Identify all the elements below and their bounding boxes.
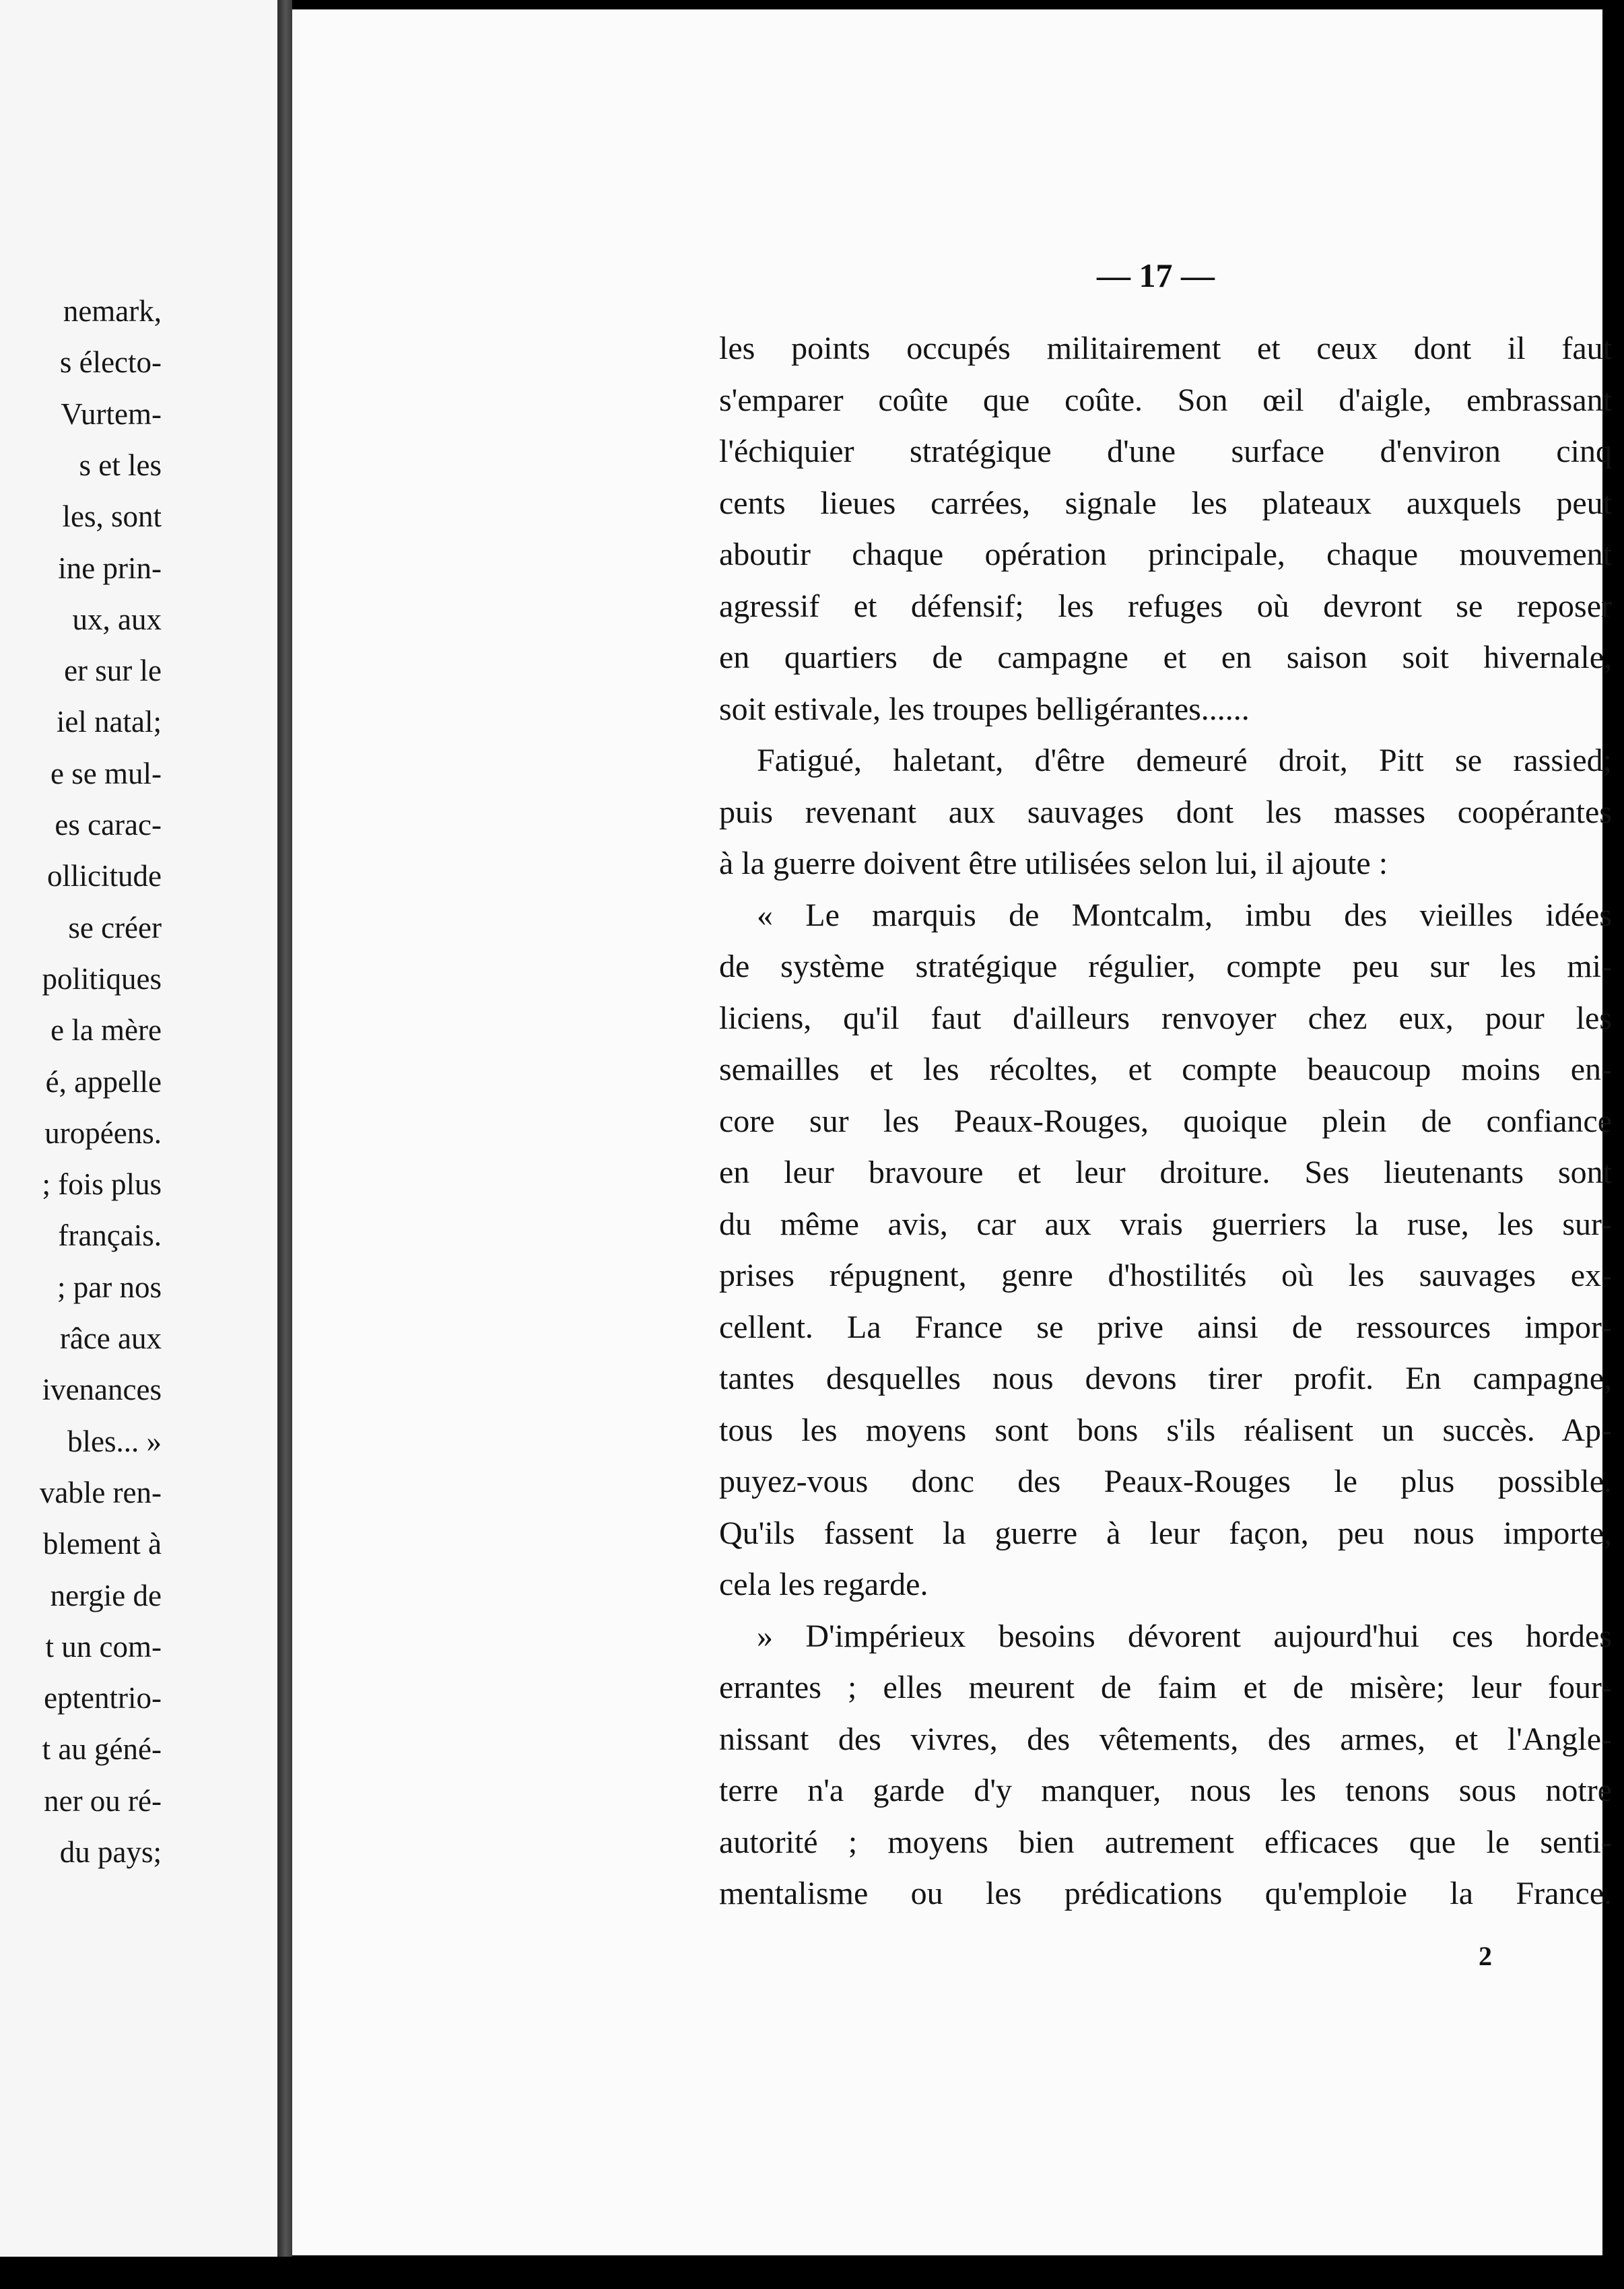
text-line: nissant des vivres, des vêtements, des armes, et l'Angle-	[719, 1721, 1612, 1757]
text-line: autorité ; moyens bien autrement efficaces que le senti-	[719, 1824, 1612, 1860]
left-page-line: é, appelle	[45, 1064, 162, 1099]
left-page-line: ine prin-	[58, 551, 162, 585]
book-gutter	[277, 0, 292, 2257]
left-page-line: eptentrio-	[44, 1681, 162, 1715]
left-page-line: ivenances	[42, 1373, 162, 1407]
text-line: les points occupés militairement et ceux dont il faut	[719, 331, 1612, 366]
left-page-line: râce aux	[59, 1322, 162, 1355]
text-line: semailles et les récoltes, et compte beaucoup moins en-	[719, 1052, 1612, 1087]
page-number: — 17 —	[1097, 257, 1215, 294]
text-line: s'emparer coûte que coûte. Son œil d'aigle, embrassant	[719, 382, 1612, 418]
text-line: prises répugnent, genre d'hostilités où les sauvages ex-	[719, 1258, 1612, 1293]
text-line: du même avis, car aux vrais guerriers la ruse, les sur-	[719, 1206, 1612, 1242]
text-line: à la guerre doivent être utilisées selon lui, il ajoute :	[719, 846, 1388, 881]
left-page-line: blement à	[42, 1527, 162, 1561]
left-page-line: les, sont	[62, 500, 162, 534]
text-line: errantes ; elles meurent de faim et de misère; leur four-	[719, 1670, 1612, 1705]
left-page-line: ; par nos	[57, 1270, 162, 1304]
left-page-line: ollicitude	[47, 859, 162, 893]
right-page	[292, 9, 1612, 2255]
text-line: aboutir chaque opération principale, chaque mouvement	[719, 537, 1612, 572]
signature-mark: 2	[1479, 1941, 1492, 1971]
text-line: soit estivale, les troupes belligérantes......	[719, 691, 1250, 727]
left-page-line: t au géné-	[42, 1732, 162, 1767]
left-page-line: nemark,	[63, 294, 162, 328]
text-line: core sur les Peaux-Rouges, quoique plein de confiance	[719, 1103, 1612, 1139]
page-body-text	[719, 323, 1612, 1920]
text-line: cents lieues carrées, signale les plateaux auxquels peut	[719, 485, 1612, 521]
left-page-line: er sur le	[64, 654, 162, 688]
text-line: en quartiers de campagne et en saison soit hivernale,	[719, 640, 1612, 675]
left-page-line: e se mul-	[50, 756, 162, 790]
left-page-line: e la mère	[50, 1013, 162, 1048]
left-page-line: ; fois plus	[42, 1167, 162, 1202]
text-line: en leur bravoure et leur droiture. Ses lieutenants sont	[719, 1155, 1612, 1190]
left-page-line: s électo-	[59, 345, 162, 380]
left-page-line: politiques	[42, 961, 162, 996]
left-page-line: ux, aux	[72, 602, 162, 636]
text-line: puyez-vous donc des Peaux-Rouges le plus possible.	[719, 1464, 1612, 1499]
left-page-line: es carac-	[55, 808, 162, 842]
text-line: cellent. La France se prive ainsi de ressources impor-	[719, 1309, 1612, 1345]
left-page-line: uropéens.	[44, 1116, 162, 1150]
left-page	[0, 0, 279, 2257]
left-page-line: Vurtem-	[61, 397, 162, 431]
text-line: terre n'a garde d'y manquer, nous les tenons sous notre	[719, 1773, 1612, 1808]
text-line: « Le marquis de Montcalm, imbu des vieilles idées	[757, 897, 1612, 933]
left-page-line: iel natal;	[56, 705, 162, 739]
text-line: liciens, qu'il faut d'ailleurs renvoyer chez eux, pour les	[719, 1000, 1612, 1036]
text-line: tantes desquelles nous devons tirer profit. En campagne,	[719, 1361, 1612, 1396]
left-page-line: bles... »	[67, 1424, 162, 1458]
text-line: Qu'ils fassent la guerre à leur façon, peu nous importe,	[719, 1515, 1612, 1551]
left-page-line: s et les	[79, 448, 162, 482]
left-page-line: français.	[58, 1219, 162, 1253]
text-line: puis revenant aux sauvages dont les masses coopérantes	[719, 794, 1612, 830]
text-line: tous les moyens sont bons s'ils réalisent un succès. Ap-	[719, 1412, 1612, 1448]
left-page-line: ner ou ré-	[44, 1783, 162, 1818]
left-page-line: nergie de	[50, 1578, 162, 1612]
left-page-line: du pays;	[59, 1835, 162, 1869]
text-line: Fatigué, haletant, d'être demeuré droit, Pitt se rassied;	[757, 743, 1612, 778]
text-line: » D'impérieux besoins dévorent aujourd'hui ces hordes	[757, 1618, 1612, 1654]
text-line: mentalisme ou les prédications qu'emploie la France.	[719, 1876, 1612, 1911]
left-page-line: vable ren-	[39, 1475, 162, 1509]
text-line: de système stratégique régulier, compte peu sur les mi-	[719, 949, 1612, 984]
left-page-line: t un com-	[45, 1629, 162, 1664]
text-line: agressif et défensif; les refuges où devront se reposer	[719, 588, 1612, 624]
text-line: l'échiquier stratégique d'une surface d'environ cinq	[719, 434, 1612, 469]
text-line: cela les regarde.	[719, 1567, 928, 1602]
left-page-line: se créer	[68, 910, 162, 945]
